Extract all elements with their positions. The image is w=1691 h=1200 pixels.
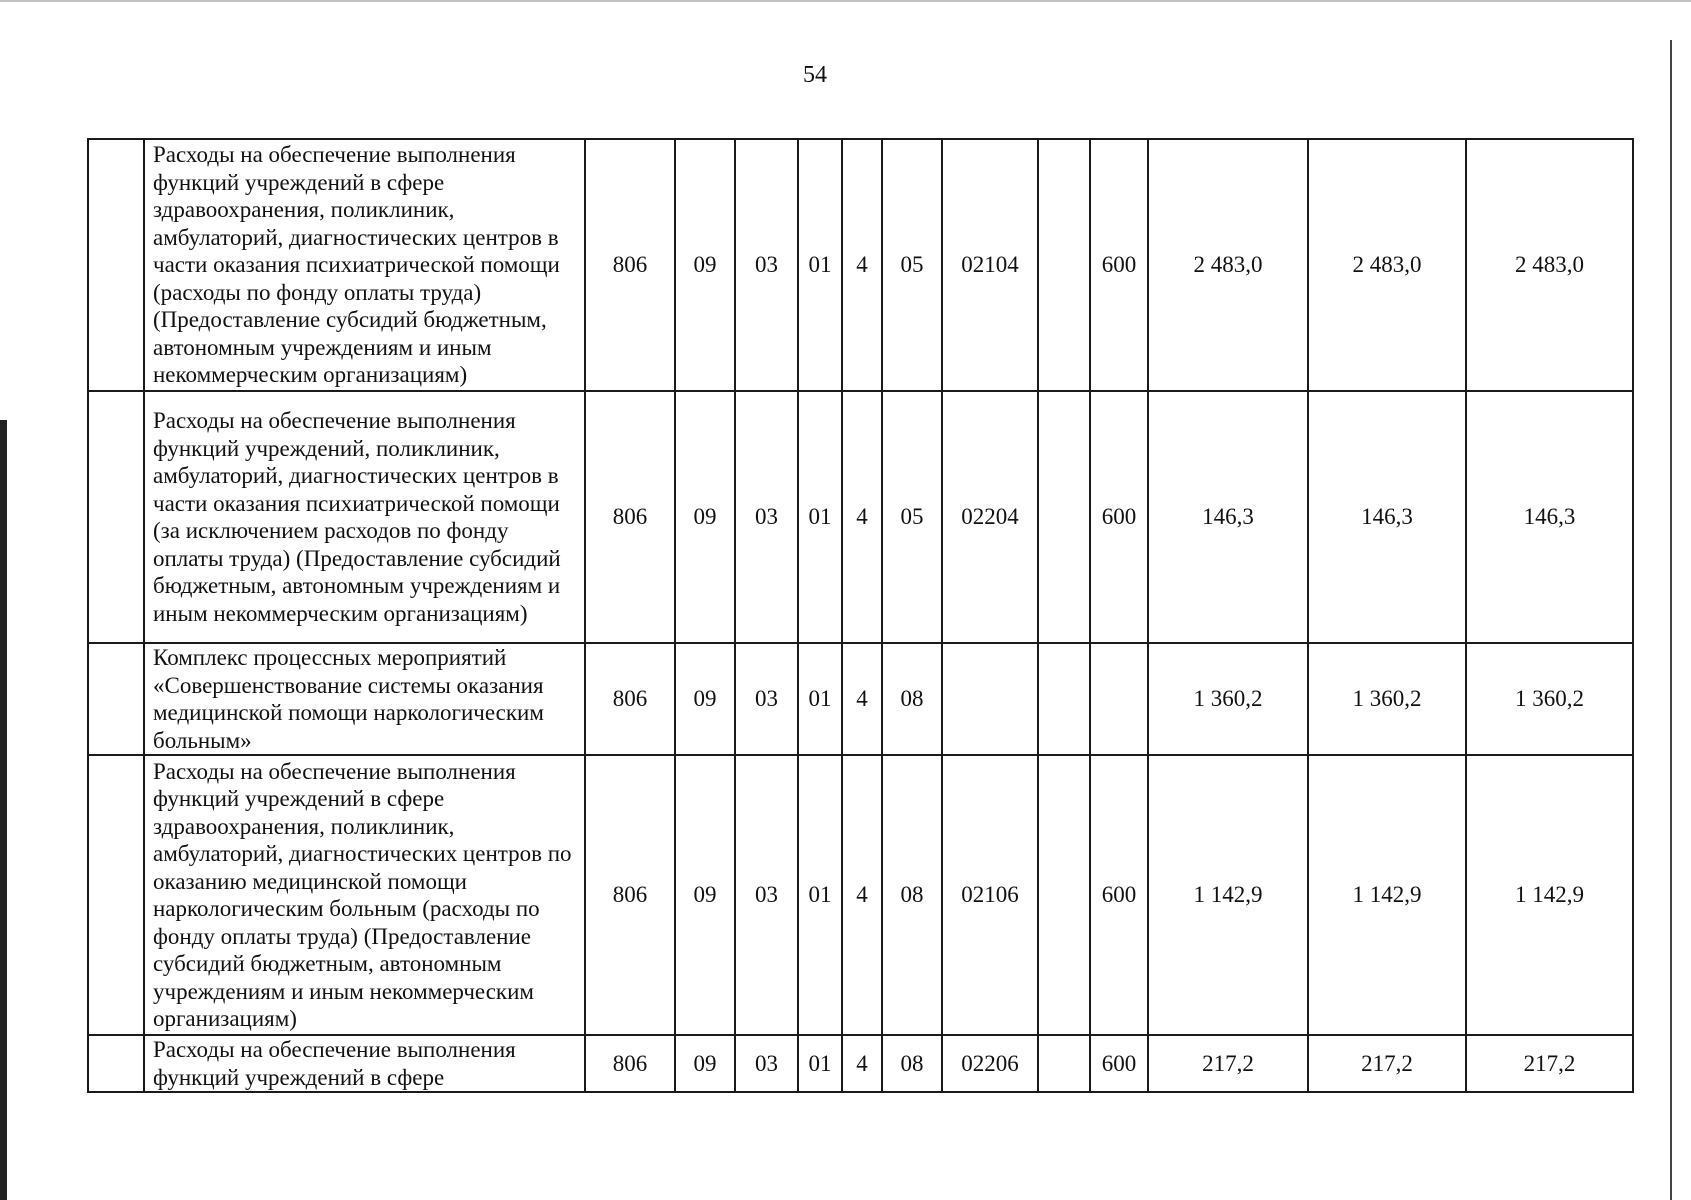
program-code-cell: 01 — [798, 643, 842, 755]
scan-edge-right — [1670, 40, 1672, 1200]
expense-name-cell: Расходы на обеспечение выполнения функций учреждений в сфере здравоохранения, поликлиник, амбулаторий, диагностических центров в части оказания психиатрической помощи (расходы по фонду оплаты труда) (Предоставление субсидий бюджетным, автономным учреждениям и иным некоммерческим организациям) — [144, 139, 585, 391]
amount-year-2-cell: 217,2 — [1308, 1035, 1466, 1092]
expense-type-cell: 600 — [1090, 139, 1148, 391]
program-code-cell: 01 — [798, 1035, 842, 1092]
direction-code-cell: 02104 — [942, 139, 1038, 391]
amount-year-1-cell: 146,3 — [1148, 391, 1308, 643]
page-number: 54 — [803, 62, 827, 88]
section-code-cell: 09 — [675, 1035, 735, 1092]
table-row — [88, 139, 1633, 391]
structural-element-cell: 08 — [882, 643, 942, 755]
row-number-cell — [88, 1035, 144, 1092]
row-number-cell — [88, 391, 144, 643]
program-type-cell: 4 — [842, 643, 882, 755]
amount-year-2-cell: 146,3 — [1308, 391, 1466, 643]
expense-type-cell: 600 — [1090, 1035, 1148, 1092]
expense-type-cell: 600 — [1090, 755, 1148, 1035]
row-number-cell — [88, 755, 144, 1035]
amount-year-1-cell: 2 483,0 — [1148, 139, 1308, 391]
expense-name-cell: Расходы на обеспечение выполнения функций учреждений в сфере здравоохранения, поликлиник, амбулаторий, диагностических центров по оказанию медицинской помощи наркологическим больным (расходы по фонду оплаты труда) (Предоставление субсидий бюджетным, автономным учреждениям и иным некоммерческим организациям) — [144, 755, 585, 1035]
structural-element-cell: 08 — [882, 1035, 942, 1092]
table-row — [88, 391, 1633, 643]
table-row — [88, 643, 1633, 755]
scan-edge-left — [0, 420, 7, 1200]
ministry-code-cell: 806 — [585, 643, 675, 755]
expense-type-cell — [1090, 643, 1148, 755]
row-number-cell — [88, 139, 144, 391]
scan-edge-top — [0, 0, 1691, 2]
expense-type-cell: 600 — [1090, 391, 1148, 643]
empty-code-cell — [1038, 755, 1090, 1035]
amount-year-2-cell: 1 142,9 — [1308, 755, 1466, 1035]
amount-year-2-cell: 1 360,2 — [1308, 643, 1466, 755]
amount-year-3-cell: 1 360,2 — [1466, 643, 1633, 755]
program-code-cell: 01 — [798, 391, 842, 643]
ministry-code-cell: 806 — [585, 139, 675, 391]
expense-name-cell: Комплекс процессных мероприятий «Совершенствование системы оказания медицинской помощи наркологическим больным» — [144, 643, 585, 755]
ministry-code-cell: 806 — [585, 1035, 675, 1092]
ministry-code-cell: 806 — [585, 755, 675, 1035]
subsection-code-cell: 03 — [735, 643, 798, 755]
structural-element-cell: 08 — [882, 755, 942, 1035]
empty-code-cell — [1038, 643, 1090, 755]
section-code-cell: 09 — [675, 391, 735, 643]
amount-year-1-cell: 1 360,2 — [1148, 643, 1308, 755]
amount-year-1-cell: 1 142,9 — [1148, 755, 1308, 1035]
empty-code-cell — [1038, 139, 1090, 391]
amount-year-3-cell: 217,2 — [1466, 1035, 1633, 1092]
amount-year-3-cell: 146,3 — [1466, 391, 1633, 643]
program-type-cell: 4 — [842, 139, 882, 391]
structural-element-cell: 05 — [882, 139, 942, 391]
direction-code-cell: 02204 — [942, 391, 1038, 643]
empty-code-cell — [1038, 391, 1090, 643]
amount-year-3-cell: 1 142,9 — [1466, 755, 1633, 1035]
subsection-code-cell: 03 — [735, 139, 798, 391]
program-code-cell: 01 — [798, 139, 842, 391]
program-type-cell: 4 — [842, 755, 882, 1035]
section-code-cell: 09 — [675, 139, 735, 391]
program-code-cell: 01 — [798, 755, 842, 1035]
table-row — [88, 755, 1633, 1035]
expense-name-cell: Расходы на обеспечение выполнения функций учреждений в сфере — [144, 1035, 585, 1092]
amount-year-1-cell: 217,2 — [1148, 1035, 1308, 1092]
subsection-code-cell: 03 — [735, 1035, 798, 1092]
amount-year-3-cell: 2 483,0 — [1466, 139, 1633, 391]
section-code-cell: 09 — [675, 755, 735, 1035]
direction-code-cell: 02206 — [942, 1035, 1038, 1092]
row-number-cell — [88, 643, 144, 755]
budget-table — [87, 138, 1634, 1093]
section-code-cell: 09 — [675, 643, 735, 755]
subsection-code-cell: 03 — [735, 755, 798, 1035]
amount-year-2-cell: 2 483,0 — [1308, 139, 1466, 391]
program-type-cell: 4 — [842, 391, 882, 643]
empty-code-cell — [1038, 1035, 1090, 1092]
expense-name-cell: Расходы на обеспечение выполнения функций учреждений, поликлиник, амбулаторий, диагностических центров в части оказания психиатрической помощи (за исключением расходов по фонду оплаты труда) (Предоставление субсидий бюджетным, автономным учреждениям и иным некоммерческим организациям) — [144, 391, 585, 643]
subsection-code-cell: 03 — [735, 391, 798, 643]
direction-code-cell — [942, 643, 1038, 755]
direction-code-cell: 02106 — [942, 755, 1038, 1035]
table-row — [88, 1035, 1633, 1092]
program-type-cell: 4 — [842, 1035, 882, 1092]
structural-element-cell: 05 — [882, 391, 942, 643]
ministry-code-cell: 806 — [585, 391, 675, 643]
